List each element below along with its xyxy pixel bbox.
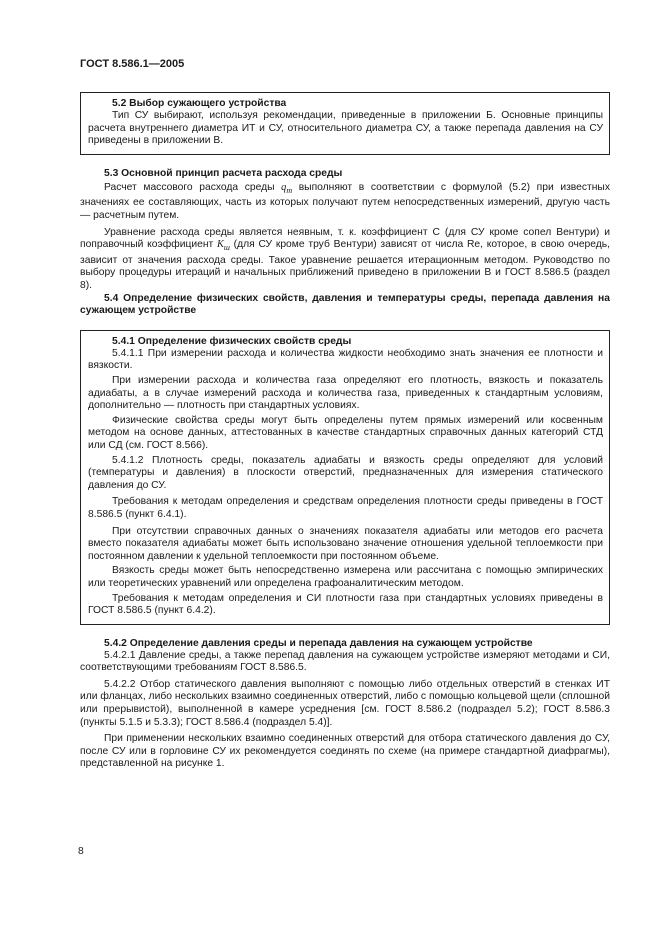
section-5-4-1-paragraph: Требования к методам определения и СИ плотности газа при стандартных условиях приведены в ГОСТ 8.586.5 (пункт 6.4.2). [88,592,603,617]
section-5-4-1-paragraph: 5.4.1.1 При измерении расхода и количества жидкости необходимо знать значения ее плотности и вязкости. [88,347,603,372]
section-5-4-1-paragraph: Физические свойства среды могут быть определены путем прямых измерений или косвенным методом на основе данных, аттестованных в качестве стандартных справочных данных категорий СТД или СД (см. ГОСТ 8.566). [88,414,603,451]
page-number: 8 [78,846,84,857]
section-5-4-2-paragraph: При применении нескольких взаимно соединенных отверстий для отбора статического давления до СУ, после СУ или в горловине СУ их рекомендуется соединять по схеме (на примере стандартной диафрагмы), представленной на рисунке 1. [80,733,610,770]
section-5-3-paragraph-1: Расчет массового расхода среды $q_m$ выполняют в соответствии с формулой (5.2) при известных значениях ее составляющих, часть из которых получают путем непосредственных измерений, другую часть — расчетным путем. [80,181,610,222]
section-5-4-1-paragraph: При измерении расхода и количества газа определяют его плотность, вязкость и показатель адиабаты, а в случае измерений расхода и количества газа, приведенных к стандартным условиям, дополнительно — плотность при стандартных условиях. [88,375,603,412]
section-5-3-title: 5.3 Основной принцип расчета расхода среды [104,167,343,179]
section-5-2-box [80,92,610,155]
section-5-2-text: Тип СУ выбирают, используя рекомендации, приведенные в приложении Б. Основные принципы расчета внутреннего диаметра ИТ и СУ, относительного диаметра СУ, а также перепада давления на СУ приведены в приложении В. [88,110,603,147]
document-header: ГОСТ 8.586.1—2005 [80,58,185,70]
section-5-4-1-paragraph: 5.4.1.2 Плотность среды, показатель адиабаты и вязкость среды определяют для условий (температуры и давления) в плоскости отверстий, предназначенных для измерения статического давления до СУ. [88,454,603,491]
section-5-4-1-paragraph: Вязкость среды может быть непосредственно измерена или рассчитана с помощью эмпирических или теоретических уравнений или определена графоаналитическим методом. [88,565,603,589]
section-5-4-1-paragraph: При отсутствии справочных данных о значениях показателя адиабаты или методов его расчета вместо показателя адиабаты может быть использовано значение отношения удельной теплоемкости при постоянном давлении к удельной теплоемкости при постоянном объеме. [88,525,603,562]
section-5-4-title: 5.4 Определение физических свойств, давления и температуры среды, перепада давления на сужающем устройстве [80,292,610,317]
section-5-2-title: 5.2 Выбор сужающего устройства [112,98,287,109]
section-5-4-1-paragraph: Требования к методам определения и средствам определения плотности среды приведены в ГОСТ 8.586.5 (пункт 6.4.1). [88,496,603,520]
section-5-4-2-title: 5.4.2 Определение давления среды и перепада давления на сужающем устройстве [104,637,533,649]
section-5-3-paragraph-2: Уравнение расхода среды является неявным, т. к. коэффициент С (для СУ кроме сопел Вентури) и поправочный коэффициент $K_ш$ (для СУ кроме труб Вентури) зависят от числа Re, которое, в свою очередь, зависит от значения расхода среды. Такое уравнение решается итерационным методом. Руководство по выбору процедуры итераций и начальных приближений приведено в приложении В и ГОСТ 8.586.5 (раздел 8). [80,226,611,292]
section-5-4-1-box [80,330,610,625]
section-5-4-2-paragraph: 5.4.2.1 Давление среды, а также перепад давления на сужающем устройстве измеряют методами и СИ, соответствующими требованиям ГОСТ 8.586.5. [80,649,610,674]
section-5-4-1-title: 5.4.1 Определение физических свойств среды [112,335,352,347]
page-content [80,92,610,771]
section-5-4-2-paragraph: 5.4.2.2 Отбор статического давления выполняют с помощью либо отдельных отверстий в стенках ИТ или фланцах, либо нескольких взаимно соединенных отверстий, либо с помощью кольцевой щели (сплошной или прерывистой), выполненной в камере усреднения [см. ГОСТ 8.586.2 (подраздел 5.2); ГОСТ 8.586.3 (пункты 5.1.5 и 5.3.3); ГОСТ 8.586.4 (подраздел 5.4)]. [80,678,610,728]
